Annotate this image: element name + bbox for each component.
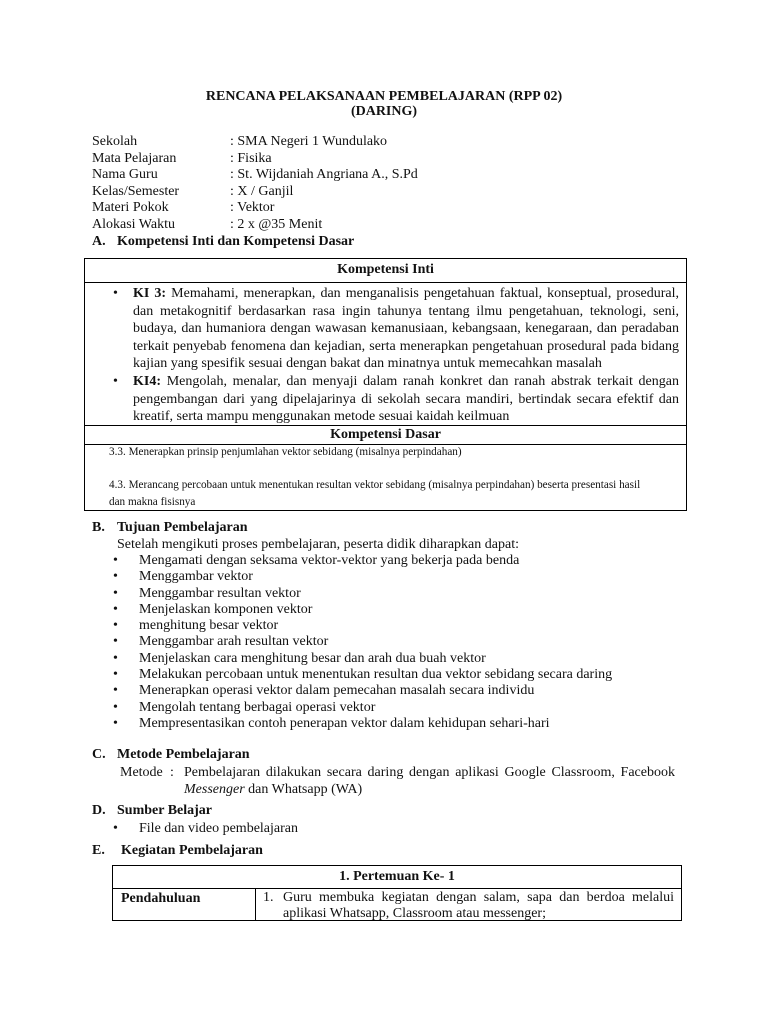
metode-text: Pembelajaran dilakukan secara daring dengan aplikasi Google Classroom, Facebook (184, 765, 675, 780)
pertemuan-header: 1. Pertemuan Ke- 1 (113, 866, 681, 889)
step-number: 1. (263, 890, 274, 905)
section-letter: C. (92, 747, 106, 762)
list-item-text: File dan video pembelajaran (139, 821, 298, 836)
kompetensi-table (84, 258, 687, 511)
kd-item: 4.3. Merancang percobaan untuk menentukan resultan vektor sebidang (misalnya perpindahan) beserta presentasi hasil dan makna fisisnya (109, 479, 641, 508)
identity-value: : Vektor (230, 200, 275, 215)
ki-text: Mengolah, menalar, dan menyaji dalam ranah konkret dan ranah abstrak terkait dengan pengembangan dari yang dipelajarinya di sekolah secara mandiri, bertindak secara efektif dan kreatif, serta mampu menggunakan metode sesuai kaidah keilmuan (133, 373, 679, 425)
bullet-icon: • (113, 569, 118, 585)
bullet-icon: • (113, 699, 118, 715)
identity-row (92, 184, 418, 201)
metode-label: Metode (120, 765, 163, 780)
document-title: RENCANA PELAKSANAAN PEMBELAJARAN (RPP 02) (205, 89, 563, 104)
bullet-icon: • (113, 634, 118, 650)
bullet-icon: • (113, 618, 118, 634)
section-title: Kompetensi Inti dan Kompetensi Dasar (117, 234, 355, 249)
list-item (113, 634, 612, 650)
bullet-icon: • (113, 286, 118, 301)
section-letter: A. (92, 234, 106, 249)
identity-row (92, 200, 418, 217)
kegiatan-table (112, 865, 682, 921)
list-item (113, 602, 612, 618)
list-item (113, 553, 612, 569)
list-item-text: Mengolah tentang berbagai operasi vektor (139, 699, 376, 715)
list-item-text: Menggambar arah resultan vektor (139, 634, 329, 650)
tujuan-list (113, 553, 612, 732)
list-item (113, 651, 612, 667)
list-item (113, 821, 298, 837)
identity-label: Materi Pokok (92, 200, 169, 215)
identity-block (92, 134, 418, 233)
metode-row (120, 765, 675, 782)
list-item-text: Menggambar resultan vektor (139, 585, 301, 601)
kd-item: 3.3. Menerapkan prinsip penjumlahan vektor sebidang (misalnya perpindahan) (109, 446, 462, 458)
identity-value: : 2 x @35 Menit (230, 216, 323, 232)
document-subtitle: (DARING) (350, 104, 418, 119)
section-a-heading (92, 234, 354, 250)
pendahuluan-cell (256, 889, 681, 921)
bullet-icon: • (113, 585, 118, 601)
list-item-text: Mengamati dengan seksama vektor-vektor yang bekerja pada benda (139, 553, 520, 568)
identity-label: Mata Pelajaran (92, 150, 177, 166)
bullet-icon: • (113, 715, 118, 731)
list-item (113, 618, 612, 634)
metode-block (120, 765, 675, 798)
bullet-icon: • (113, 667, 118, 683)
identity-value: : Fisika (230, 150, 272, 166)
metode-italic: Messenger (184, 781, 245, 797)
metode-colon: : (170, 765, 174, 780)
list-item-text: Menggambar vektor (139, 569, 253, 585)
identity-value: : X / Ganjil (230, 183, 294, 199)
list-item-text: Melakukan percobaan untuk menentukan resultan dua vektor sebidang secara daring (139, 667, 613, 683)
list-item (113, 586, 612, 602)
section-c-heading (92, 747, 250, 763)
bullet-icon: • (113, 601, 118, 617)
step-text: Guru membuka kegiatan dengan salam, sapa dan berdoa melalui aplikasi Whatsapp, Classroom atau messenger; (283, 890, 674, 921)
section-e-heading (92, 843, 263, 859)
section-b-heading (92, 520, 248, 536)
section-letter: B. (92, 520, 105, 535)
ki-item (113, 285, 679, 373)
identity-label: Kelas/Semester (92, 183, 180, 199)
bullet-icon: • (113, 821, 118, 836)
pendahuluan-row (113, 889, 681, 921)
list-item (113, 683, 612, 699)
metode-rest: dan Whatsapp (WA) (244, 781, 363, 797)
identity-label: Sekolah (92, 134, 138, 149)
identity-row (92, 217, 418, 234)
ki-label: KI4: (133, 373, 161, 389)
identity-value: : SMA Negeri 1 Wundulako (230, 134, 388, 149)
pendahuluan-label: Pendahuluan (113, 889, 256, 921)
section-title: Kegiatan Pembelajaran (121, 843, 263, 858)
list-item-text: Menjelaskan cara menghitung besar dan arah dua buah vektor (139, 650, 486, 666)
identity-label: Alokasi Waktu (92, 216, 175, 232)
bullet-icon: • (113, 553, 118, 568)
ki-label: KI 3: (133, 286, 167, 301)
bullet-icon: • (113, 373, 118, 389)
bullet-icon: • (113, 650, 118, 666)
list-item-text: menghitung besar vektor (139, 618, 279, 634)
list-item (113, 716, 612, 732)
identity-row (92, 134, 418, 151)
ki-item (113, 373, 679, 426)
section-title: Sumber Belajar (117, 803, 213, 818)
identity-label: Nama Guru (92, 167, 158, 182)
bullet-icon: • (113, 683, 118, 699)
section-letter: D. (92, 803, 106, 818)
section-title: Tujuan Pembelajaran (117, 520, 248, 535)
list-item-text: Menerapkan operasi vektor dalam pemecahan masalah secara individu (139, 683, 535, 699)
section-d-heading (92, 803, 212, 819)
tujuan-intro: Setelah mengikuti proses pembelajaran, peserta didik diharapkan dapat: (117, 537, 519, 552)
ki-text: Memahami, menerapkan, dan menganalisis pengetahuan faktual, konseptual, prosedural, dan metakognitif berdasarkan rasa ingin tahunya tentang ilmu pengetahuan, teknologi, seni, budaya, dan humaniora dengan wawasan kemanusiaan, kebangsaan, kenegaraan, dan peradaban terkait penyebab fenomena dan kejadian, serta menerapkan pengetahuan prosedural pada bidang kajian yang spesifik sesuai dengan bakat dan minatnya untuk memecahkan masalah (133, 286, 679, 372)
identity-row (92, 167, 418, 184)
sumber-list (113, 821, 298, 837)
metode-row-2 (120, 782, 675, 799)
ki-cell (85, 283, 686, 426)
ki-header: Kompetensi Inti (85, 259, 686, 283)
list-item-text: Menjelaskan komponen vektor (139, 601, 313, 617)
section-letter: E. (92, 843, 105, 858)
section-title: Metode Pembelajaran (117, 747, 250, 762)
list-item-text: Mempresentasikan contoh penerapan vektor dalam kehidupan sehari-hari (139, 715, 550, 731)
list-item (113, 667, 612, 683)
kd-header: Kompetensi Dasar (85, 426, 686, 445)
list-item (113, 569, 612, 585)
list-item (113, 700, 612, 716)
identity-value: : St. Wijdaniah Angriana A., S.Pd (230, 167, 418, 182)
identity-row (92, 151, 418, 168)
